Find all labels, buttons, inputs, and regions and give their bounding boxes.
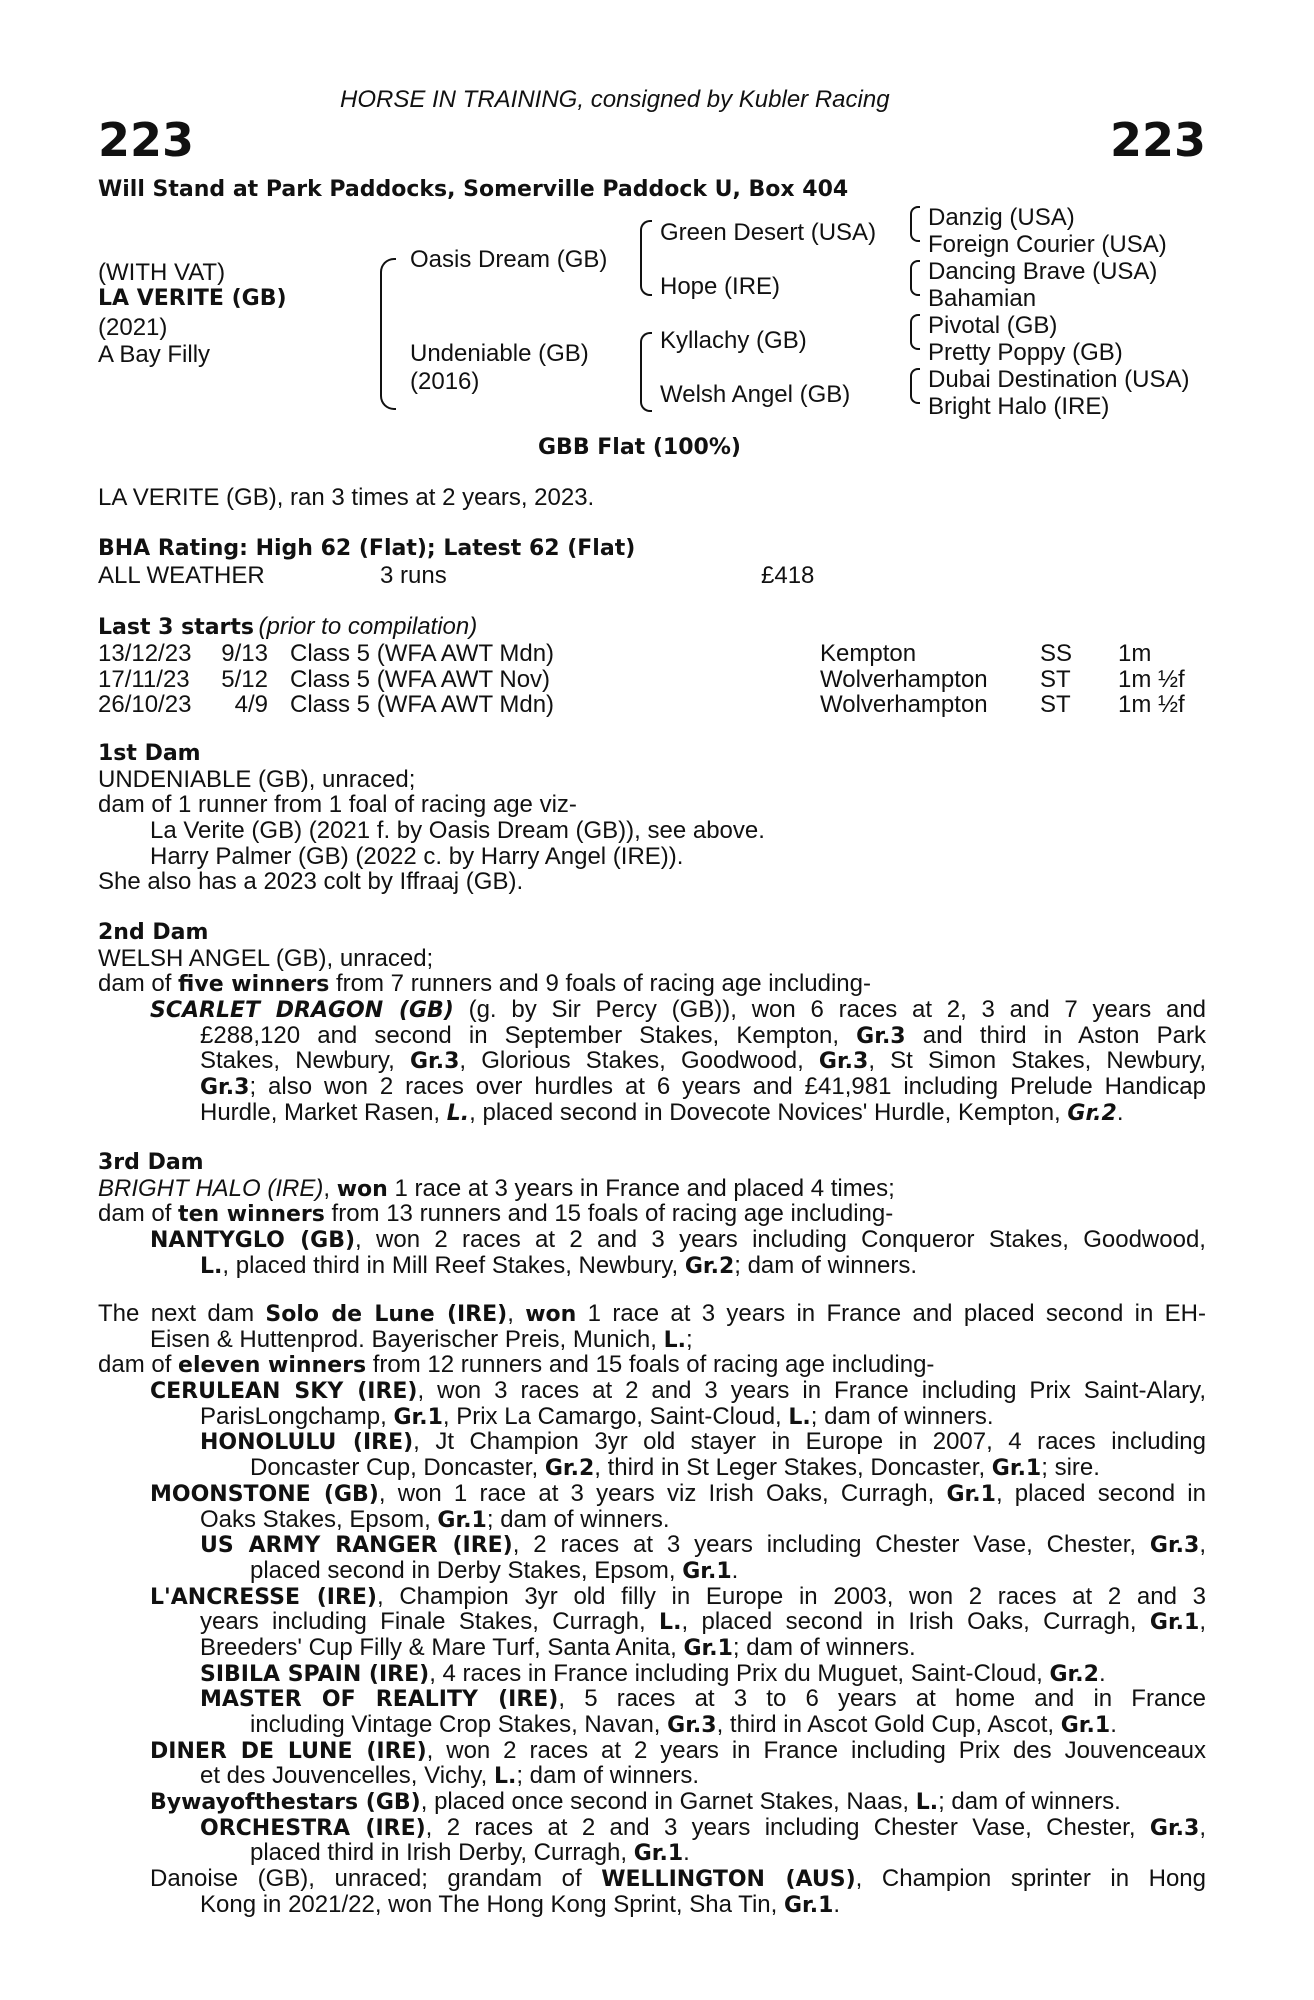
lot-number-right: 223 [1109,113,1206,167]
produce-line [98,1455,1206,1481]
text: ; dam of winners. [486,1506,670,1533]
produce-line [98,1532,1206,1558]
pedigree-brace-main-lower [380,334,396,410]
start-course: Wolverhampton [820,691,988,719]
second-dam-line: WELSH ANGEL (GB), unraced; [98,945,434,972]
third-dam-line [98,1201,1206,1227]
text: , 4 races in France including Prix du Muguet, Saint-Cloud, [429,1660,1050,1687]
horse-name: LA VERITE (GB) [98,286,287,311]
produce-line [98,1738,1206,1764]
pedigree-ddd: Bright Halo (IRE) [928,393,1110,420]
winners-count: ten winners [178,1202,325,1228]
second-dam-produce [98,1048,1206,1074]
text: 1 race at 3 years in France and placed 4 times; [387,1175,895,1202]
grade: Gr.3 [200,1075,250,1100]
text: , [1199,1609,1206,1635]
text: , placed second in Irish Oaks, Curragh, [681,1609,1150,1635]
pedigree-brace-gen3-c-lower [910,332,920,350]
start-dist: 1m [1118,640,1152,667]
bold-text: Gr.1 [991,1456,1042,1481]
grade: Gr.3 [856,1023,906,1049]
text: ; also won 2 races over hurdles at 6 years and £41,981 including Prelude Handicap [249,1074,1206,1100]
bold-text: L. [493,1764,517,1790]
text: Breeders' Cup Filly & Mare Turf, Santa Anita, [200,1634,684,1661]
text: 1 race at 3 years in France and placed second in EH- [576,1301,1206,1327]
start-going: SS [1040,640,1073,667]
text: Eisen & Huttenprod. Bayerischer Preis, Munich, [150,1326,664,1353]
text: , 2 races at 2 and 3 years including Chester Vase, Chester, [425,1814,1150,1841]
start-pos: 9/13 [221,640,268,667]
start-date: 17/11/23 [98,665,190,693]
text: and third in Aston Park [905,1022,1206,1049]
pedigree-sdd: Bahamian [928,285,1037,312]
first-dam-line: She also has a 2023 colt by Iffraaj (GB). [98,869,524,896]
bold-text: HONOLULU (IRE) [200,1430,414,1456]
text: from 12 runners and 15 foals of racing age including- [366,1352,935,1379]
second-dam-section [98,920,1206,1126]
pedigree-brace-gen3-b-lower [910,278,920,296]
produce-line [98,1815,1206,1841]
first-dam-produce: La Verite (GB) (2021 f. by Oasis Dream (GB)), see above. [150,818,765,844]
bold-text: Gr.1 [1149,1610,1200,1635]
bold-text: L. [659,1610,682,1635]
produce-line [98,1429,1206,1455]
text: ; dam of winners. [516,1763,700,1790]
text: dam of [98,1352,179,1379]
pedigree-dam-sire: Kyllachy (GB) [660,327,807,354]
last-starts-title: Last 3 starts [98,615,255,640]
text: , 5 races at 3 to 6 years at home and in France [558,1686,1206,1712]
text: Hurdle, Market Rasen, [200,1099,447,1126]
start-date: 13/12/23 [98,640,192,667]
second-dam-produce [98,1074,1206,1100]
last-starts-header [98,613,477,641]
bold-text: Gr.1 [393,1404,443,1430]
text: ParisLongchamp, [200,1403,394,1430]
produce-line [98,1481,1206,1507]
bold-text: Gr.3 [667,1713,717,1738]
bold-text: Gr.2 [544,1456,595,1481]
second-dam-title: 2nd Dam [98,920,209,945]
text: dam of [98,1201,179,1228]
produce-line [98,1635,1206,1661]
first-dam-line: UNDENIABLE (GB), unraced; [98,766,416,793]
pedigree-brace-sire-lower [640,258,652,296]
pedigree-brace-gen3-d-lower [910,386,920,404]
pedigree-sire-sire: Green Desert (USA) [660,219,877,246]
text: The next dam [98,1301,266,1327]
stand-location: Will Stand at Park Paddocks, Somerville Paddock U, Box 404 [98,177,849,202]
pedigree-dam-dam: Welsh Angel (GB) [660,381,851,408]
pedigree-sire: Oasis Dream (GB) [410,246,608,273]
pedigree-sds: Dancing Brave (USA) [928,258,1158,285]
bold-text: L'ANCRESSE (IRE) [150,1584,377,1610]
text: . [1110,1712,1117,1738]
pedigree-sss: Danzig (USA) [928,204,1075,231]
produce-line [98,1866,1206,1892]
text: , [1199,1814,1206,1841]
start-course: Kempton [820,640,917,667]
produce-line [98,1686,1206,1712]
horse-description: A Bay Filly [98,341,211,368]
pedigree-dam-year: (2016) [410,368,480,395]
pedigree-dsd: Pretty Poppy (GB) [928,339,1123,366]
next-dam-section [98,1301,1206,1918]
text: , won 1 race at 3 years viz Irish Oaks, Curragh, [378,1480,947,1507]
start-going: ST [1040,691,1071,719]
text: ; [685,1326,693,1353]
start-date: 26/10/23 [98,691,192,719]
pedigree-brace-main [380,258,396,334]
pedigree-brace-dam-lower [640,374,652,412]
produce-list [98,1378,1206,1917]
text: Kong in 2021/22, won The Hong Kong Sprint, Sha Tin, [200,1891,784,1918]
surface-label: ALL WEATHER [98,562,265,589]
text: ; dam of winners. [810,1403,994,1430]
dam-name: Solo de Lune (IRE) [265,1302,508,1327]
horse-year: (2021) [98,314,168,341]
last-starts-note: (prior to compilation) [258,613,478,640]
pedigree-brace-sire [640,220,652,258]
text: , won 2 races at 2 years in France including Prix des Jouvenceaux [426,1737,1206,1764]
third-dam-produce [98,1227,1206,1253]
text: from 13 runners and 15 foals of racing age including- [324,1201,894,1228]
second-dam-line [98,971,1206,997]
bold-text: Gr.1 [437,1507,487,1533]
bold-text: CERULEAN SKY (IRE) [150,1379,418,1404]
bold-text: WELLINGTON (AUS) [601,1867,856,1892]
bold-text: MASTER OF REALITY (IRE) [200,1687,559,1712]
start-pos: 4/9 [234,691,268,719]
text: ; dam of winners. [734,1252,917,1279]
text: (g. by Sir Percy (GB)), won 6 races at 2, 3 and 7 years and [453,997,1206,1023]
text: , placed second in [995,1480,1206,1507]
produce-line [98,1404,1206,1430]
text: £288,120 and second in September Stakes, Kempton, [200,1022,857,1049]
grade: Gr.2 [684,1253,735,1279]
pedigree-brace-gen3-b [910,260,920,278]
race-summary: LA VERITE (GB), ran 3 times at 2 years, 2023. [98,484,595,511]
pedigree-brace-gen3-c [910,314,920,332]
text: , St Simon Stakes, Newbury, [868,1048,1206,1075]
produce-line [98,1763,1206,1789]
text: , placed once second in Garnet Stakes, Naas, [420,1789,916,1815]
text: . [683,1840,690,1867]
horse-name: NANTYGLO (GB) [150,1228,356,1253]
consignment-line: HORSE IN TRAINING, consigned by Kubler Racing [340,86,890,113]
winners-count: five winners [178,972,330,998]
text: , won 2 races at 2 and 3 years including Conqueror Stakes, Goodwood, [355,1227,1206,1253]
grade: Gr.3 [409,1049,460,1075]
gbb-label: GBB Flat (100%) [538,435,741,460]
grade: L. [446,1100,470,1126]
produce-line [98,1378,1206,1404]
start-pos: 5/12 [221,665,268,693]
text: , won 3 races at 2 and 3 years in France including Prix Saint-Alary, [417,1378,1206,1404]
text: , [1199,1532,1206,1558]
second-dam-produce [98,1023,1206,1049]
bold-text: Gr.1 [1060,1713,1111,1738]
first-dam-line: dam of 1 runner from 1 foal of racing age viz- [98,792,577,819]
grade: Gr.2 [1067,1100,1117,1126]
text: ; dam of winners. [732,1634,916,1661]
produce-line [98,1661,1206,1687]
produce-line [98,1789,1206,1815]
produce-line [98,1840,1206,1866]
bold-text: ORCHESTRA (IRE) [200,1815,426,1841]
text: et des Jouvencelles, Vichy, [200,1763,494,1790]
text: , 2 races at 3 years including Chester Vase, Chester, [512,1532,1150,1558]
text: years including Finale Stakes, Curragh, [200,1609,660,1635]
next-dam-line [98,1301,1206,1327]
produce-line [98,1584,1206,1610]
text: , placed third in Mill Reef Stakes, Newbury, [222,1252,685,1279]
next-dam-line [98,1327,1206,1353]
text: , Prix La Camargo, Saint-Cloud, [442,1403,789,1430]
bold-text: Bywayofthestars (GB) [150,1790,421,1815]
surface-runs: 3 runs [380,562,447,589]
horse-name: SCARLET DRAGON (GB) [150,998,454,1023]
pedigree-brace-gen3-a-lower [910,224,920,242]
produce-line [98,1507,1206,1533]
text: . [833,1891,841,1918]
text: , [323,1175,337,1202]
text: , placed second in Dovecote Novices' Hurdle, Kempton, [469,1099,1068,1126]
start-race: Class 5 (WFA AWT Nov) [290,665,551,693]
produce-line [98,1712,1206,1738]
bold-text: SIBILA SPAIN (IRE) [200,1661,430,1687]
third-dam-line [98,1176,1206,1202]
surface-earnings: £418 [761,562,815,589]
text: , Champion 3yr old filly in Europe in 2003, won 2 races at 2 and 3 [376,1583,1206,1610]
text: , Glorious Stakes, Goodwood, [459,1048,819,1075]
pedigree-brace-gen3-d [910,368,920,386]
produce-line [98,1558,1206,1584]
grade: L. [200,1253,223,1279]
produce-line [98,1609,1206,1635]
pedigree-ssd: Foreign Courier (USA) [928,231,1167,258]
bold-text: Gr.1 [946,1481,996,1507]
bold-text: Gr.1 [783,1892,834,1918]
bold-text: Gr.3 [1149,1533,1200,1558]
bold-text: L. [788,1404,811,1430]
text: ; dam of winners. [938,1789,1121,1815]
text: , Jt Champion 3yr old stayer in Europe in 2007, 4 races including [413,1429,1206,1456]
bold-text: Gr.1 [633,1841,684,1867]
text: , [507,1301,526,1327]
pedigree-brace-dam [640,332,652,374]
text: . [1098,1660,1106,1687]
vat-note: (WITH VAT) [98,259,226,286]
first-dam-produce: Harry Palmer (GB) (2022 c. by Harry Angel (IRE)). [150,843,684,870]
bold-text: MOONSTONE (GB) [150,1481,379,1507]
bold-text: L. [915,1790,939,1815]
start-course: Wolverhampton [820,665,988,693]
third-dam-section [98,1150,1206,1278]
text: Oaks Stakes, Epsom, [200,1506,438,1533]
pedigree-brace-gen3-a [910,206,920,224]
text: dam of [98,971,179,998]
next-dam-line [98,1352,1206,1378]
third-dam-produce [98,1253,1206,1279]
grade: L. [663,1327,686,1353]
text: , Champion sprinter in Hong [855,1866,1206,1892]
text: including Vintage Crop Stakes, Navan, [250,1712,668,1738]
won-label: won [336,1176,388,1202]
third-dam-title: 3rd Dam [98,1150,204,1175]
won-label: won [525,1302,577,1327]
text: placed second in Derby Stakes, Epsom, [250,1557,683,1584]
grade: Gr.3 [818,1049,869,1075]
text: placed third in Irish Derby, Curragh, [250,1840,634,1867]
text: . [731,1557,739,1584]
first-dam-section [98,741,1206,895]
bold-text: Gr.2 [1049,1661,1099,1687]
text: . [1116,1099,1124,1126]
text: ; sire. [1041,1455,1100,1481]
dam-name: BRIGHT HALO (IRE) [98,1175,324,1202]
first-dam-title: 1st Dam [98,741,201,766]
bold-text: US ARMY RANGER (IRE) [200,1533,513,1558]
pedigree-dam: Undeniable (GB) [410,340,589,367]
second-dam-produce [98,997,1206,1023]
start-dist: 1m ½f [1118,691,1185,719]
pedigree-dss: Pivotal (GB) [928,312,1058,339]
bold-text: Gr.3 [1149,1815,1200,1841]
text: Danoise (GB), unraced; grandam of [150,1866,602,1892]
bha-rating: BHA Rating: High 62 (Flat); Latest 62 (Flat) [98,536,636,561]
start-dist: 1m ½f [1118,665,1185,693]
bold-text: Gr.1 [682,1558,732,1584]
produce-line [98,1892,1206,1918]
start-race: Class 5 (WFA AWT Mdn) [290,691,555,719]
text: Doncaster Cup, Doncaster, [250,1455,545,1481]
start-race: Class 5 (WFA AWT Mdn) [290,640,555,667]
pedigree-sire-dam: Hope (IRE) [660,273,781,300]
winners-count: eleven winners [178,1353,367,1379]
second-dam-produce [98,1100,1206,1126]
text: Stakes, Newbury, [200,1048,410,1075]
bold-text: Gr.1 [683,1635,733,1661]
bold-text: DINER DE LUNE (IRE) [150,1738,427,1764]
text: from 7 runners and 9 foals of racing age including- [329,971,871,998]
text: , third in Ascot Gold Cup, Ascot, [716,1712,1061,1738]
lot-number-left: 223 [98,113,195,167]
text: , third in St Leger Stakes, Doncaster, [594,1455,992,1481]
pedigree-dds: Dubai Destination (USA) [928,366,1190,393]
start-going: ST [1040,665,1071,693]
